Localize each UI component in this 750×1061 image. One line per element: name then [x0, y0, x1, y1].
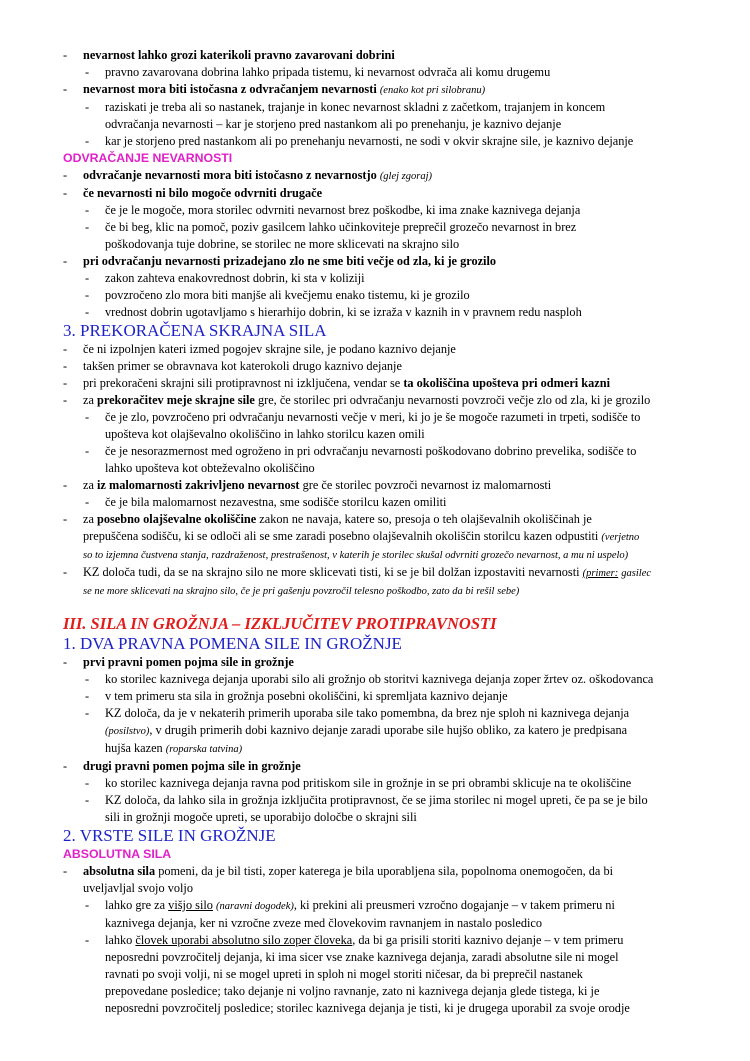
- dash: -: [63, 759, 68, 773]
- dash: -: [63, 359, 68, 373]
- dash: -: [85, 689, 90, 703]
- sub-bullet-line: [63, 494, 710, 511]
- dash: -: [85, 305, 90, 319]
- bullet-line: [63, 47, 710, 64]
- bullet-text: , v drugih primerih dobi kaznivo dejanje zaradi uporabe sile hujšo obliko, za katero je predpisana: [149, 723, 628, 737]
- dash: -: [63, 168, 68, 182]
- bullet-text: če bi beg, klic na pomoč, poziv gasilcem lahko učinkoviteje preprečil grozečo nevarnost in brez: [105, 220, 577, 234]
- bullet-text: zakon ne navaja, katere so, presoja o teh olajševalnih okoliščinah je: [259, 512, 592, 526]
- dash: -: [63, 342, 68, 356]
- dash: -: [85, 100, 90, 114]
- bullet-text: prepuščena sodišču, ki se odloči ali se sme zaradi posebno olajševalnih okoliščin storilcu kazen odpustiti: [83, 529, 599, 543]
- continuation-line: [63, 983, 710, 1000]
- bullet-line: [63, 341, 710, 358]
- dash: -: [63, 254, 68, 268]
- bold-text: iz malomarnosti zakrivljeno nevarnost: [97, 478, 300, 492]
- dash: -: [63, 393, 68, 407]
- dash: -: [63, 82, 68, 96]
- continuation-line: [63, 236, 710, 253]
- bullet-text: če nevarnosti ni bilo mogoče odvrniti drugače: [83, 186, 323, 200]
- bullet-text: prvi pravni pomen pojma sile in grožnje: [83, 655, 294, 669]
- bullet-text: za: [83, 393, 94, 407]
- bullet-text: kar je storjeno pred nastankom ali po prenehanju nevarnosti, ne sodi v okvir skrajne sile, je kaznivo dejanje: [105, 134, 634, 148]
- bullet-text: če je nesorazmernost med ogroženo in pri odvračanju nevarnosti poškodovano dobrino prevelika, sodišče to: [105, 444, 637, 458]
- sub-bullet-line: [63, 409, 710, 426]
- bullet-text: lahko gre za: [105, 898, 166, 912]
- bullet-text: sili in grožnji mogoče upreti, se uporabijo določbe o skrajni sili: [105, 810, 417, 824]
- sub-bullet-line: [63, 671, 710, 688]
- italic-note: (glej zgoraj): [379, 171, 433, 182]
- bullet-text: vrednost dobrin ugotavljamo s hierarhijo dobrin, ki se izraža v kaznih in v pravnem redu nasploh: [105, 305, 582, 319]
- italic-note: (posilstvo): [105, 726, 150, 737]
- continuation-line: [63, 1000, 710, 1017]
- bullet-text: nevarnost mora biti istočasna z odvračanjem nevarnosti: [83, 82, 377, 96]
- dash: -: [63, 655, 68, 669]
- dash: -: [85, 495, 90, 509]
- dash: -: [63, 478, 68, 492]
- dash: -: [63, 186, 68, 200]
- continuation-line: [63, 426, 710, 443]
- italic-note: (verjetno: [601, 532, 640, 543]
- underlined-text: višjo silo: [168, 898, 213, 912]
- continuation-line: [63, 528, 710, 546]
- dash: -: [63, 864, 68, 878]
- bullet-line: [63, 863, 710, 880]
- bullet-text: raziskati je treba ali so nastanek, trajanje in konec nevarnost skladni z začetkom, trajanjem in koncem: [105, 100, 606, 114]
- italic-note: (enako kot pri silobranu): [379, 85, 486, 96]
- sub-bullet-line: [63, 202, 710, 219]
- bullet-line: [63, 392, 710, 409]
- section-heading-prekoracena: 3. PREKORAČENA SKRAJNA SILA: [63, 321, 327, 340]
- bullet-text: poškodovanja tuje dobrine, se storilec ne more sklicevati na skrajno silo: [105, 237, 460, 251]
- continuation-line: [63, 460, 710, 477]
- bullet-text: neposredni povzročitelj posledice; storilec kaznivega dejanja je tisti, ki je drugega uporabil za svoje orodje: [105, 1001, 630, 1015]
- subheading-absolutna-sila: ABSOLUTNA SILA: [63, 847, 172, 861]
- bullet-line: [63, 564, 710, 582]
- sub-bullet-line: [63, 443, 710, 460]
- sub-bullet-line: [63, 270, 710, 287]
- sub-bullet-line: [63, 287, 710, 304]
- dash: -: [85, 203, 90, 217]
- section-heading-odvracanje: ODVRAČANJE NEVARNOSTI: [63, 151, 233, 165]
- bullet-line: [63, 511, 710, 528]
- bullet-text: takšen primer se obravnava kot katerokoli drugo kaznivo dejanje: [83, 359, 402, 373]
- dash: -: [85, 288, 90, 302]
- bullet-text: zakon zahteva enakovrednost dobrin, ki sta v koliziji: [105, 271, 365, 285]
- bullet-text: ko storilec kaznivega dejanja uporabi silo ali grožnjo ob storitvi kaznivega dejanja zoper žrtev oz. oškodovanca: [105, 672, 654, 686]
- italic-note: so to izjemna čustvena stanja, razdraženost, prestrašenost, v katerih je storilec skušal odvrniti grozečo nevarnost, a mu ni uspelo): [83, 550, 629, 561]
- dash: -: [63, 512, 68, 526]
- bullet-line: [63, 358, 710, 375]
- chapter-heading-sila: III. SILA IN GROŽNJA – IZKLJUČITEV PROTIPRAVNOSTI: [63, 614, 497, 633]
- bold-text: prekoračitev meje skrajne sile: [97, 393, 255, 407]
- continuation-line: [63, 740, 710, 758]
- continuation-line: [63, 915, 710, 932]
- sub-bullet-line: [63, 775, 710, 792]
- bullet-line: [63, 81, 710, 99]
- sub-bullet-line: [63, 688, 710, 705]
- bold-text: absolutna sila: [83, 864, 156, 878]
- bullet-text: hujša kazen: [105, 741, 163, 755]
- dash: -: [63, 565, 68, 579]
- bullet-text: če ni izpolnjen kateri izmed pogojev skrajne sile, je podano kaznivo dejanje: [83, 342, 456, 356]
- sub-bullet-line: [63, 792, 710, 809]
- bullet-text: odvračanja nevarnosti – kar je storjeno pred nastankom ali po prenehanju, je kaznivo dejanje: [105, 117, 562, 131]
- bullet-text: za: [83, 478, 94, 492]
- dash: -: [85, 793, 90, 807]
- italic-note: se ne more sklicevati na skrajno silo, če je pri gašenju povzročil telesno poškodbo, zato da bi rešil sebe): [83, 586, 520, 597]
- dash: -: [63, 376, 68, 390]
- sub-bullet-line: [63, 932, 710, 949]
- bullet-line: [63, 477, 710, 494]
- dash: -: [85, 776, 90, 790]
- bullet-text: upošteva kot olajševalno okoliščino in lahko storilcu kazen omili: [105, 427, 425, 441]
- dash: -: [85, 898, 90, 912]
- dash: -: [63, 48, 68, 62]
- dash: -: [85, 933, 90, 947]
- bullet-text: KZ določa, da je v nekaterih primerih uporaba sile tako pomembna, da brez nje sploh ni kaznivega dejanja: [105, 706, 630, 720]
- sub-bullet-line: [63, 304, 710, 321]
- bullet-text: za: [83, 512, 94, 526]
- dash: -: [85, 134, 90, 148]
- section-heading-dva-pomena: 1. DVA PRAVNA POMENA SILE IN GROŽNJE: [63, 634, 402, 653]
- dash: -: [85, 271, 90, 285]
- bullet-text: če je bila malomarnost nezavestna, sme sodišče storilcu kazen omiliti: [105, 495, 447, 509]
- sub-bullet-line: [63, 219, 710, 236]
- bullet-line: [63, 185, 710, 202]
- bullet-line: [63, 167, 710, 185]
- dash: -: [85, 444, 90, 458]
- italic-note: gasilec: [621, 568, 652, 579]
- dash: -: [85, 672, 90, 686]
- dash: -: [85, 65, 90, 79]
- bullet-text: ravnati po svoji volji, ni se mogel upreti in sploh ni mogel storiti ničesar, da bi preprečil nastanek: [105, 967, 583, 981]
- bold-text: ta okoliščina upošteva pri odmeri kazni: [403, 376, 610, 390]
- bullet-text: , ki prekini ali preusmeri vzročno dogajanje – v takem primeru ni: [293, 898, 615, 912]
- continuation-line: [63, 582, 710, 600]
- bullet-text: drugi pravni pomen pojma sile in grožnje: [83, 759, 301, 773]
- bullet-text: pri odvračanju nevarnosti prizadejano zlo ne sme biti večje od zla, ki je grozilo: [83, 254, 497, 268]
- bullet-line: [63, 375, 710, 392]
- bullet-text: povzročeno zlo mora biti manjše ali kvečjemu enako tistemu, ki je grozilo: [105, 288, 470, 302]
- sub-bullet-line: [63, 64, 710, 81]
- bullet-line: [63, 654, 710, 671]
- sub-bullet-line: [63, 897, 710, 915]
- bullet-text: prepovedane posledice; tako dejanje ni voljno ravnanje, zato ni kaznivega dejanja glede tistega, ki je: [105, 984, 600, 998]
- bullet-text: če je le mogoče, mora storilec odvrniti nevarnost brez poškodbe, ki ima znake kaznivega dejanja: [105, 203, 581, 217]
- bullet-text: ko storilec kaznivega dejanja ravna pod pritiskom sile in grožnje in se pri obrambi sklicuje na te okoliščine: [105, 776, 632, 790]
- bullet-text: pravno zavarovana dobrina lahko pripada tistemu, ki nevarnost odvrača ali komu drugemu: [105, 65, 551, 79]
- bullet-text: uveljavljal svojo voljo: [83, 881, 193, 895]
- sub-bullet-line: [63, 133, 710, 150]
- section-heading-vrste: 2. VRSTE SILE IN GROŽNJE: [63, 826, 276, 845]
- continuation-line: [63, 966, 710, 983]
- continuation-line: [63, 880, 710, 897]
- dash: -: [85, 410, 90, 424]
- bullet-line: [63, 253, 710, 270]
- bullet-text: gre, če storilec pri odvračanju nevarnosti povzroči večje zlo od zla, ki je grozilo: [257, 393, 651, 407]
- continuation-line: [63, 116, 710, 133]
- bullet-text: odvračanje nevarnosti mora biti istočasno z nevarnostjo: [83, 168, 377, 182]
- continuation-line: [63, 546, 710, 564]
- bullet-text: lahko: [105, 933, 133, 947]
- continuation-line: [63, 809, 710, 826]
- italic-note: (primer:: [582, 568, 619, 579]
- bullet-line: [63, 758, 710, 775]
- bullet-text: če je zlo, povzročeno pri odvračanju nevarnosti večje v meri, ki jo je še mogoče razumeti in trpeti, sodišče to: [105, 410, 641, 424]
- sub-bullet-line: [63, 99, 710, 116]
- continuation-line: [63, 722, 710, 740]
- bullet-text: v tem primeru sta sila in grožnja posebni okoliščini, ki spremljata kaznivo dejanje: [105, 689, 508, 703]
- bullet-text: KZ določa tudi, da se na skrajno silo ne more sklicevati tisti, ki se je bil dolžan izpostaviti nevarnosti: [83, 565, 580, 579]
- bullet-text: KZ določa, da lahko sila in grožnja izključita protipravnost, če se jima storilec ni mogel upreti, če pa se je bilo: [105, 793, 648, 807]
- continuation-line: [63, 949, 710, 966]
- bullet-text: neposredni povzročitelj dejanja, ki ima sicer vse znake kaznivega dejanja, zaradi absolutne sile ni mogel: [105, 950, 619, 964]
- bold-text: posebno olajševalne okoliščine: [97, 512, 257, 526]
- underlined-text: človek uporabi absolutno silo zoper človeka: [135, 933, 353, 947]
- italic-note: (roparska tatvina): [165, 744, 243, 755]
- bullet-text: gre če storilec povzroči nevarnost iz malomarnosti: [302, 478, 552, 492]
- dash: -: [85, 706, 90, 720]
- sub-bullet-line: [63, 705, 710, 722]
- bullet-text: nevarnost lahko grozi katerikoli pravno zavarovani dobrini: [83, 48, 395, 62]
- dash: -: [85, 220, 90, 234]
- bullet-text: pomeni, da je bil tisti, zoper katerega je bila uporabljena sila, popolnoma onemogočen, da bi: [158, 864, 614, 878]
- bullet-text: , da bi ga prisili storiti kaznivo dejanje – v tem primeru: [352, 933, 624, 947]
- bullet-text: pri prekoračeni skrajni sili protipravnost ni izključena, vendar se: [83, 376, 401, 390]
- bullet-text: lahko upošteva kot obteževalno okoliščino: [105, 461, 315, 475]
- bullet-text: kaznivega dejanja, ker ni vzročne zveze med človekovim ravnanjem in nastalo posledico: [105, 916, 543, 930]
- italic-note: (naravni dogodek): [216, 901, 294, 912]
